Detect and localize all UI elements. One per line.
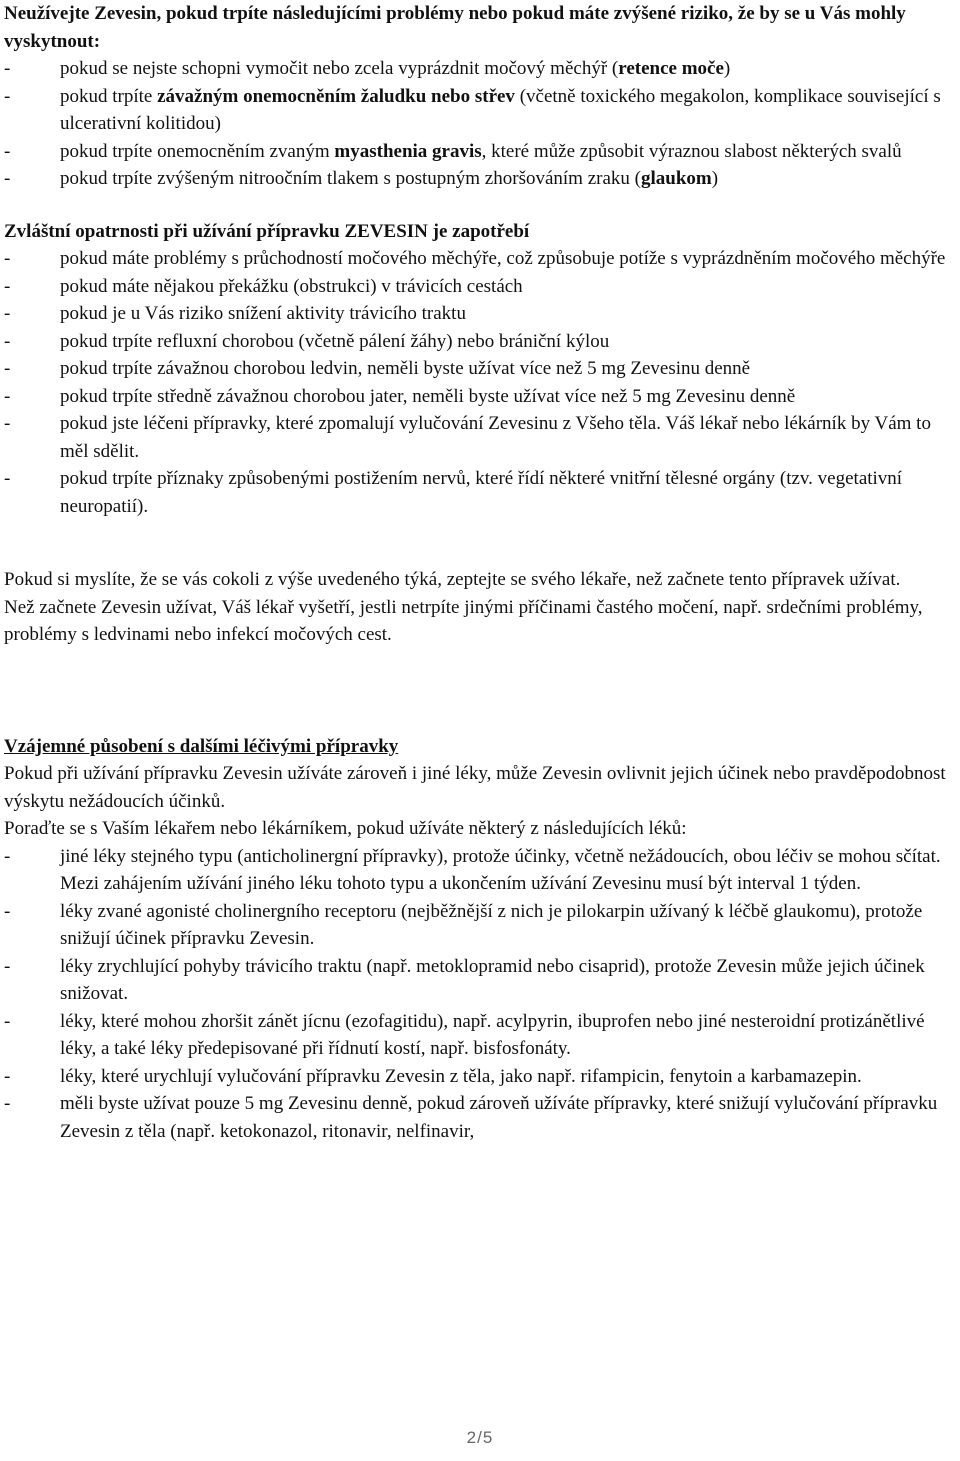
list-item: - léky zrychlující pohyby trávicího traktu (např. metoklopramid nebo cisaprid), protože Zevesin může jejich účinek snižovat. <box>4 953 956 1008</box>
list-item: - pokud máte problémy s průchodností močového měchýře, což způsobuje potíže s vyprázdněním močového měchýře <box>4 245 956 273</box>
interactions-list <box>4 843 956 1146</box>
bullet-dash: - <box>4 413 11 434</box>
list-item: - pokud trpíte onemocněním zvaným myasthenia gravis, které může způsobit výraznou slabost některých svalů <box>4 138 956 166</box>
bullet-dash: - <box>4 140 11 162</box>
precautions-list <box>4 245 956 520</box>
bullet-dash: - <box>4 1065 11 1087</box>
bullet-dash: - <box>4 468 11 489</box>
list-item: - pokud jste léčeni přípravky, které zpomalují vylučování Zevesinu z Všeho těla. Váš lékař nebo lékárník by Vám to měl sdělit. <box>4 410 956 465</box>
examination-paragraph: Než začnete Zevesin užívat, Váš lékař vyšetří, jestli netrpíte jinými příčinami častého močení, např. srdečními problémy, problémy s ledvinami nebo infekcí močových cest. <box>4 596 923 645</box>
bullet-dash: - <box>4 385 11 407</box>
list-item: - pokud trpíte závažnou chorobou ledvin, neměli byste užívat více než 5 mg Zevesinu denně <box>4 355 956 383</box>
list-item: - měli byste užívat pouze 5 mg Zevesinu denně, pokud zároveň užíváte přípravky, které snižují vylučování přípravku Zevesin z těla (např. ketokonazol, ritonavir, nelfinavir, <box>4 1090 956 1145</box>
list-item: - pokud trpíte zvýšeným nitroočním tlakem s postupným zhoršováním zraku (glaukom) <box>4 165 956 193</box>
bullet-dash: - <box>4 330 11 352</box>
list-item: - pokud trpíte refluxní chorobou (včetně pálení žáhy) nebo brániční kýlou <box>4 328 956 356</box>
bullet-dash: - <box>4 845 11 867</box>
list-item: - léky, které mohou zhoršit zánět jícnu (ezofagitidu), např. acylpyrin, ibuprofen nebo jiné nesteroidní protizánětlivé léky, a také léky předepisované při řídnutí kostí, např. bisfosfonáty. <box>4 1008 956 1063</box>
section-contraindications-heading: Neužívejte Zevesin, pokud trpíte následujícími problémy nebo pokud máte zvýšené riziko, že by se u Vás mohly vyskytnout: <box>4 3 906 52</box>
bullet-dash: - <box>4 955 11 977</box>
interactions-intro-2: Poraďte se s Vaším lékařem nebo lékárníkem, pokud užíváte některý z následujících léků: <box>4 818 687 839</box>
bullet-dash: - <box>4 900 11 922</box>
bullet-dash: - <box>4 358 11 379</box>
bullet-dash: - <box>4 168 11 189</box>
list-item: - jiné léky stejného typu (anticholinergní přípravky), protože účinky, včetně nežádoucích, obou léčiv se mohou sčítat. Mezi zahájením užívání jiného léku tohoto typu a ukončením užívání Zevesinu musí být interval 1 týden. <box>4 843 956 898</box>
list-item: - pokud je u Vás riziko snížení aktivity trávicího traktu <box>4 300 956 328</box>
list-item: - pokud trpíte závažným onemocněním žaludku nebo střev (včetně toxického megakolon, komplikace související s ulcerativní kolitidou) <box>4 83 956 138</box>
bullet-dash: - <box>4 85 11 107</box>
bullet-dash: - <box>4 275 11 297</box>
page-number: 2/5 <box>466 1428 494 1447</box>
bullet-dash: - <box>4 1093 11 1114</box>
list-item: - pokud máte nějakou překážku (obstrukci) v trávicích cestách <box>4 273 956 301</box>
bullet-dash: - <box>4 248 11 269</box>
consult-doctor-paragraph: Pokud si myslíte, že se vás cokoli z výše uvedeného týká, zeptejte se svého lékaře, než začnete tento přípravek užívat. <box>4 569 901 590</box>
list-item: - pokud trpíte středně závažnou chorobou jater, neměli byste užívat více než 5 mg Zevesinu denně <box>4 383 956 411</box>
bullet-dash: - <box>4 58 11 79</box>
list-item: - pokud se nejste schopni vymočit nebo zcela vyprázdnit močový měchýř (retence moče) <box>4 55 956 83</box>
bullet-dash: - <box>4 303 11 324</box>
document-page <box>4 0 956 1145</box>
list-item: - léky, které urychlují vylučování přípravku Zevesin z těla, jako např. rifampicin, fenytoin a karbamazepin. <box>4 1063 956 1091</box>
section-precautions-heading: Zvláštní opatrnosti při užívání přípravku ZEVESIN je zapotřebí <box>4 220 530 242</box>
section-interactions-heading: Vzájemné působení s dalšími léčivými přípravky <box>4 735 399 757</box>
list-item: - pokud trpíte příznaky způsobenými postižením nervů, které řídí některé vnitřní tělesné orgány (tzv. vegetativní neuropatií). <box>4 465 956 520</box>
list-item: - léky zvané agonisté cholinergního receptoru (nejběžnější z nich je pilokarpin užívaný k léčbě glaukomu), protože snižují účinek přípravku Zevesin. <box>4 898 956 953</box>
contraindications-list <box>4 55 956 193</box>
interactions-intro: Pokud při užívání přípravku Zevesin užíváte zároveň i jiné léky, může Zevesin ovlivnit jejich účinek nebo pravděpodobnost výskytu nežádoucích účinků. <box>4 763 946 812</box>
bullet-dash: - <box>4 1010 11 1032</box>
